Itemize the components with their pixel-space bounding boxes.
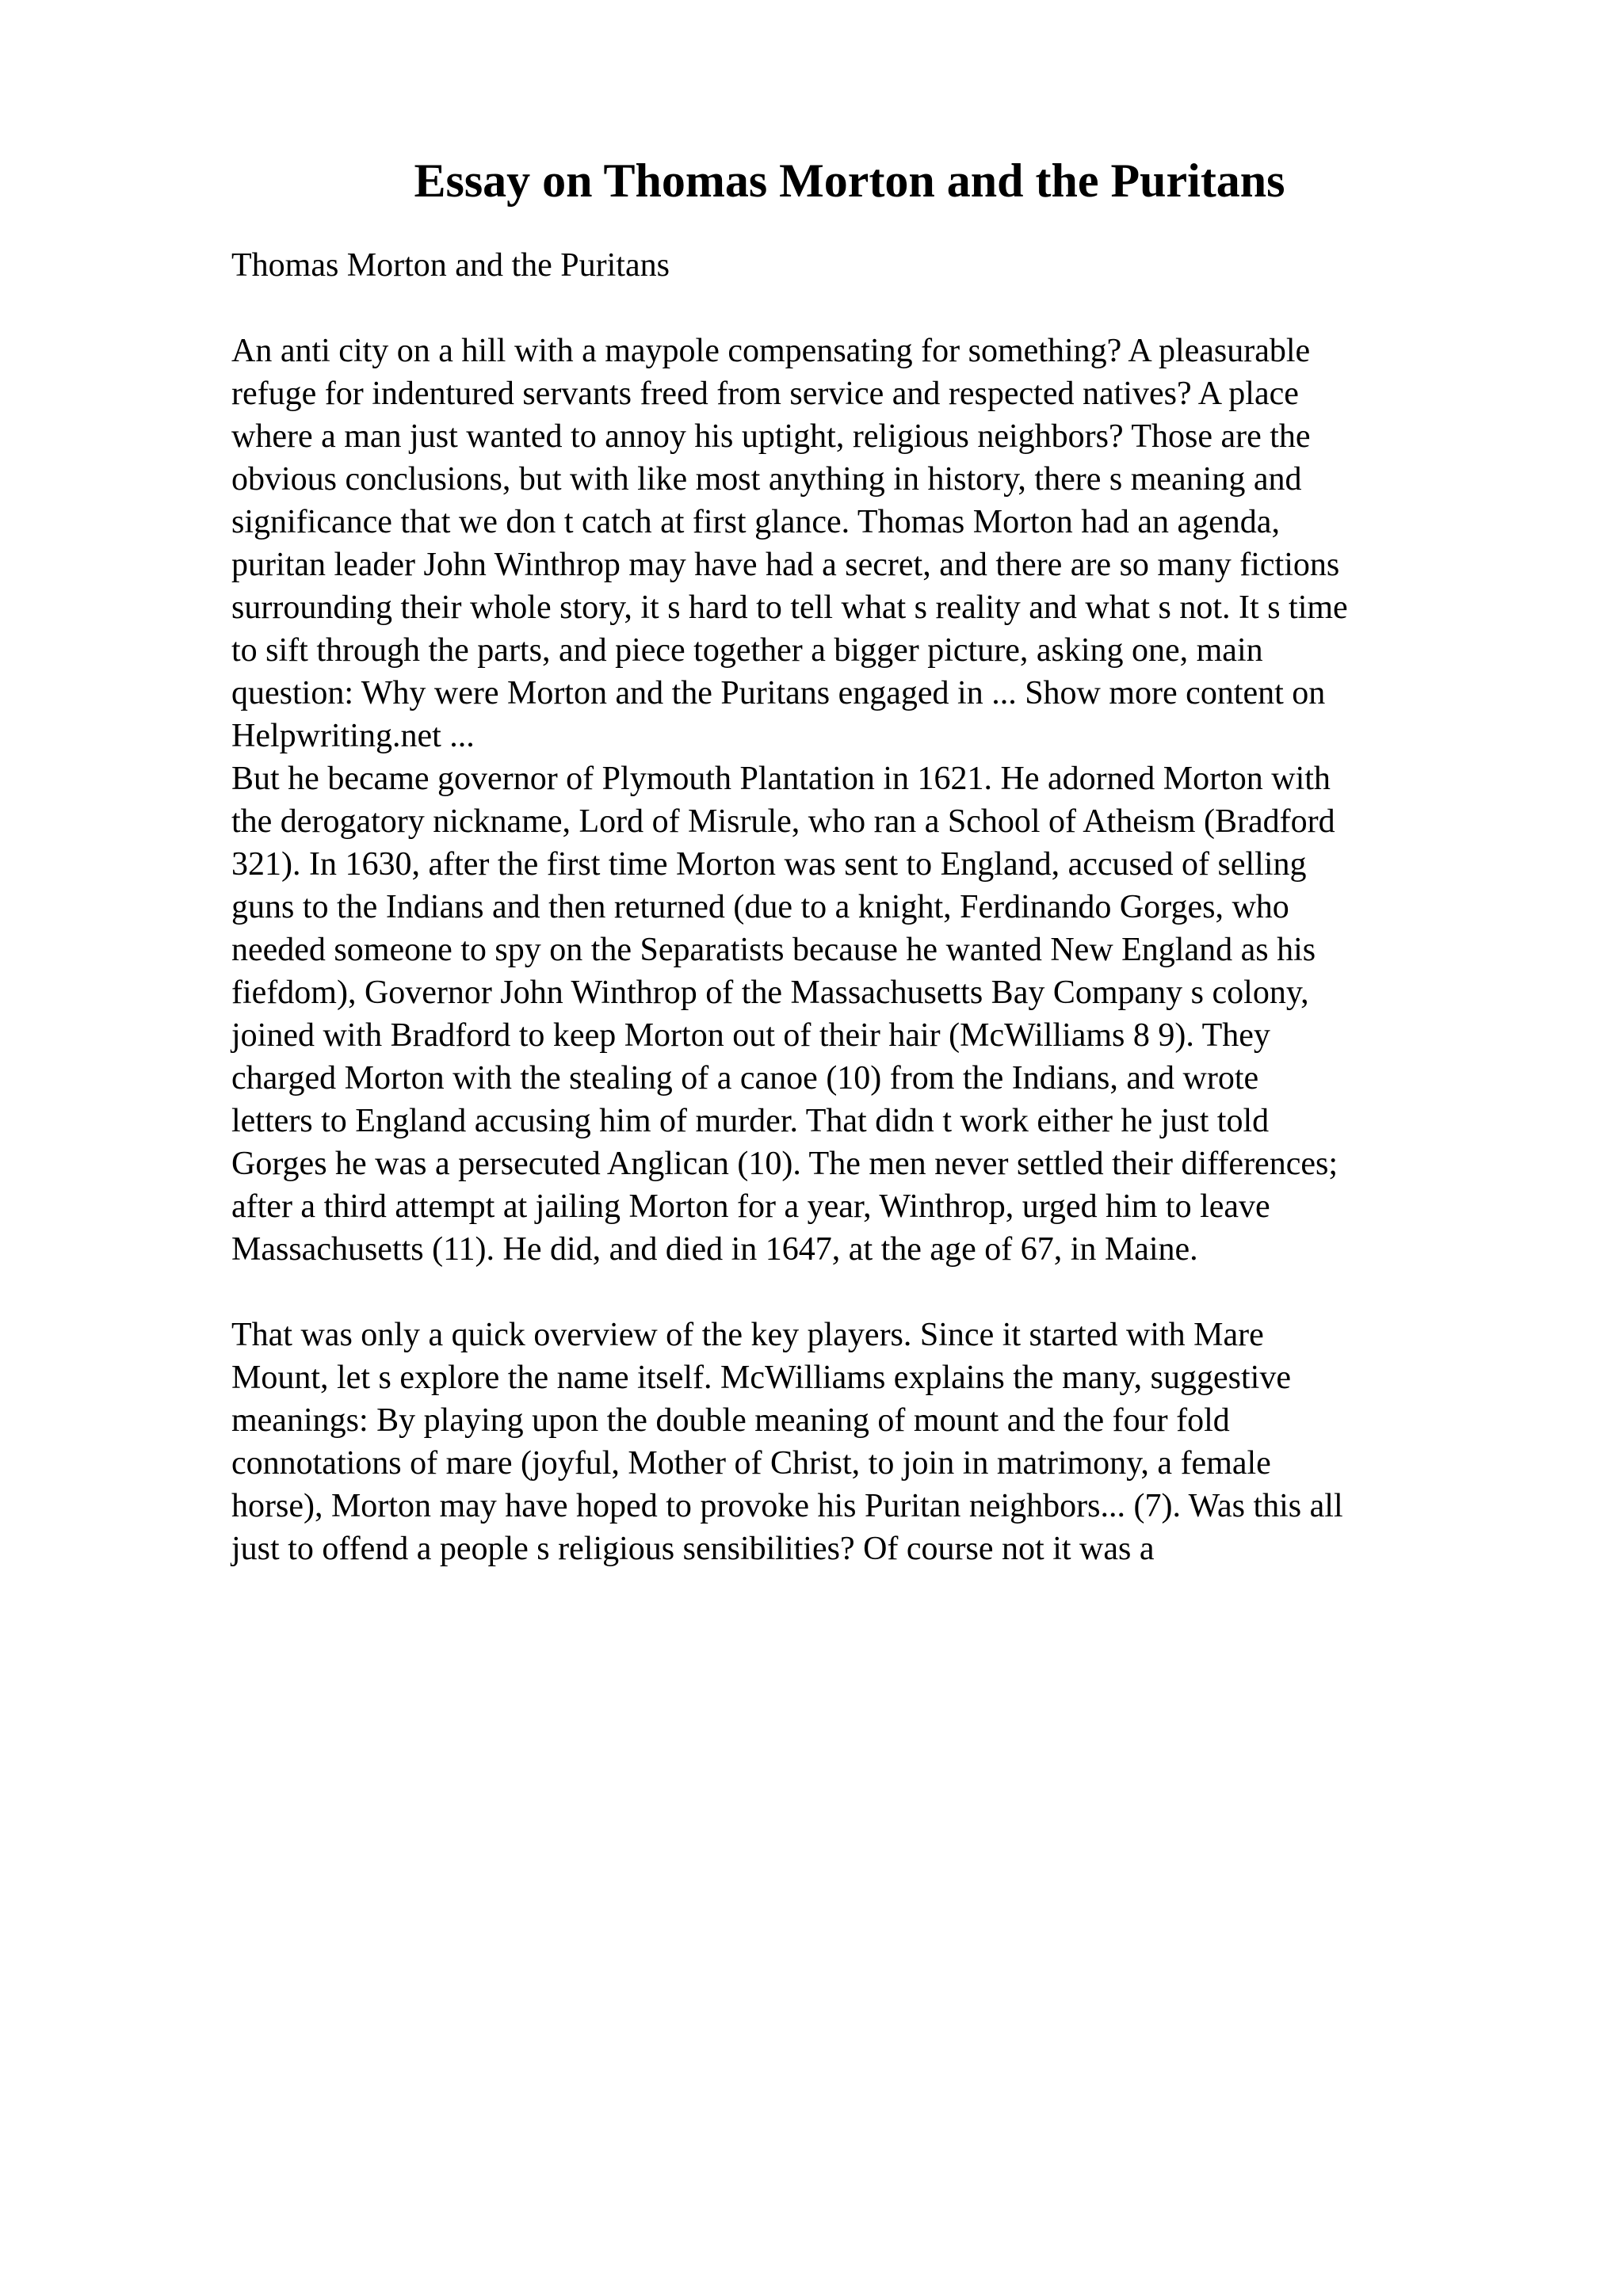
document-body bbox=[231, 244, 1499, 1570]
subtitle: Thomas Morton and the Puritans bbox=[231, 247, 670, 284]
paragraph-line: That was only a quick overview of the key players. Since it started with Mare bbox=[231, 1317, 1264, 1353]
paragraph-line: joined with Bradford to keep Morton out of their hair (McWilliams 8 9). They bbox=[231, 1017, 1270, 1054]
paragraph-line: needed someone to spy on the Separatists because he wanted New England as his bbox=[231, 932, 1316, 968]
paragraph-line: horse), Morton may have hoped to provoke his Puritan neighbors... (7). Was this all bbox=[231, 1488, 1343, 1524]
paragraph-line: the derogatory nickname, Lord of Misrule, who ran a School of Atheism (Bradford bbox=[231, 803, 1335, 840]
paragraph-line: Massachusetts (11). He did, and died in 1647, at the age of 67, in Maine. bbox=[231, 1231, 1198, 1268]
paragraph-line: just to offend a people s religious sensibilities? Of course not it was a bbox=[231, 1531, 1155, 1567]
paragraph-spacer bbox=[231, 287, 1499, 330]
paragraph-line: surrounding their whole story, it s hard to tell what s reality and what s not. It s time bbox=[231, 589, 1348, 626]
paragraph-line: connotations of mare (joyful, Mother of Christ, to join in matrimony, a female bbox=[231, 1445, 1271, 1482]
paragraph-line: question: Why were Morton and the Puritans engaged in ... Show more content on bbox=[231, 675, 1326, 711]
paragraph-line: puritan leader John Winthrop may have had a secret, and there are so many fictions bbox=[231, 547, 1340, 583]
paragraph-line: obvious conclusions, but with like most anything in history, there s meaning and bbox=[231, 461, 1302, 498]
paragraph-line: An anti city on a hill with a maypole compensating for something? A pleasurable bbox=[231, 333, 1311, 369]
paragraph-line: But he became governor of Plymouth Plantation in 1621. He adorned Morton with bbox=[231, 761, 1331, 797]
paragraph-line: meanings: By playing upon the double meaning of mount and the four fold bbox=[231, 1402, 1230, 1439]
paragraph-line: refuge for indentured servants freed from service and respected natives? A place bbox=[231, 376, 1299, 412]
paragraph-line: guns to the Indians and then returned (due to a knight, Ferdinando Gorges, who bbox=[231, 889, 1289, 925]
paragraph-line: Gorges he was a persecuted Anglican (10). The men never settled their differences; bbox=[231, 1146, 1338, 1182]
paragraph-line: fiefdom), Governor John Winthrop of the Massachusetts Bay Company s colony, bbox=[231, 974, 1309, 1011]
paragraph-line: after a third attempt at jailing Morton for a year, Winthrop, urged him to leave bbox=[231, 1188, 1270, 1225]
paragraph-2 bbox=[231, 757, 1499, 1271]
paragraph-line: 321). In 1630, after the first time Morton was sent to England, accused of selling bbox=[231, 846, 1307, 883]
paragraph-3 bbox=[231, 1314, 1499, 1570]
paragraph-line: Helpwriting.net ... bbox=[231, 718, 475, 754]
paragraph-line: charged Morton with the stealing of a canoe (10) from the Indians, and wrote bbox=[231, 1060, 1259, 1097]
paragraph-line: Mount, let s explore the name itself. McWilliams explains the many, suggestive bbox=[231, 1360, 1291, 1396]
paragraph-line: where a man just wanted to annoy his uptight, religious neighbors? Those are the bbox=[231, 418, 1311, 455]
paragraph-line: to sift through the parts, and piece together a bigger picture, asking one, main bbox=[231, 632, 1263, 669]
paragraph-line: significance that we don t catch at first glance. Thomas Morton had an agenda, bbox=[231, 504, 1280, 540]
document-title: Essay on Thomas Morton and the Puritans bbox=[414, 154, 1285, 207]
paragraph-1 bbox=[231, 330, 1499, 757]
paragraph-spacer bbox=[231, 1271, 1499, 1314]
paragraph-line: letters to England accusing him of murder. That didn t work either he just told bbox=[231, 1103, 1270, 1139]
